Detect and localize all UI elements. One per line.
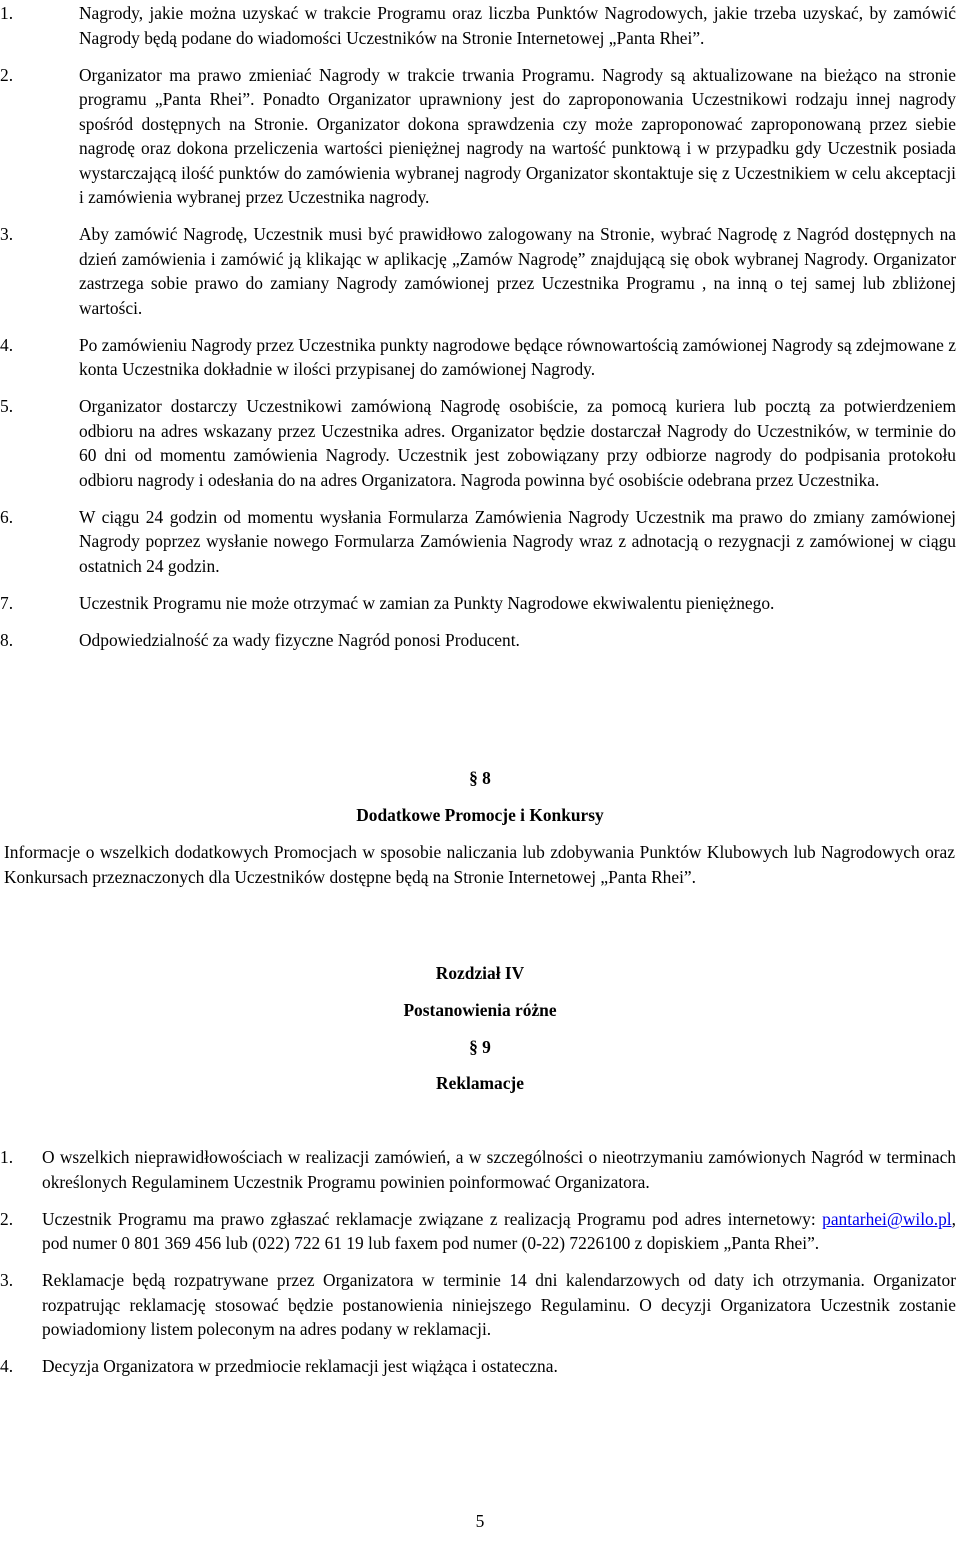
item-number: 2. bbox=[0, 64, 14, 85]
section-title: Reklamacje bbox=[436, 1073, 524, 1093]
chapter-subtitle: Postanowienia różne bbox=[403, 1000, 557, 1020]
complaints-list bbox=[0, 1145, 956, 1391]
list-item bbox=[0, 505, 956, 579]
item-text: Reklamacje będą rozpatrywane przez Organizatora w terminie 14 dni kalendarzowych od daty ich otrzymania. Organizator rozpatrując reklamację stosować będzie postanowienia niniejszego Regulaminu. O decyzji Organizatora Uczestnik zostanie powiadomiony listem poleconym na adres podany w reklamacji. bbox=[42, 1270, 956, 1339]
item-number: 8. bbox=[0, 629, 14, 650]
list-item bbox=[0, 394, 956, 492]
list-item bbox=[0, 591, 956, 616]
section-number: § 8 bbox=[469, 768, 491, 788]
list-item bbox=[0, 628, 956, 653]
item-text: Uczestnik Programu ma prawo zgłaszać reklamacje związane z realizacją Programu pod adres internetowy: bbox=[42, 1208, 816, 1229]
chapter-title: Rozdział IV bbox=[435, 963, 525, 983]
item-number: 3. bbox=[0, 1270, 14, 1290]
item-number: 1. bbox=[0, 1147, 14, 1167]
list-item bbox=[0, 1268, 956, 1342]
item-text: Organizator dostarczy Uczestnikowi zamówioną Nagrodę osobiście, za pomocą kuriera lub pocztą za potwierdzeniem odbioru na adres wskazany przez Uczestnika adres. Organizator będzie dostarczał Nagrody do Uczestników, w terminie do 60 dni od momentu zamówienia Nagrody. Uczestnik jest zobowiązany przy odbiorze nagrody do podpisania protokołu odbioru nagrody i odesłania do na adres Organizatora. Nagroda powinna być osobiście odebrana przez Uczestnika. bbox=[79, 396, 956, 490]
item-number: 3. bbox=[0, 224, 14, 244]
item-number: 2. bbox=[0, 1208, 14, 1229]
item-number: 5. bbox=[0, 396, 14, 416]
item-text: Aby zamówić Nagrodę, Uczestnik musi być prawidłowo zalogowany na Stronie, wybrać Nagrodę z Nagród dostępnych na dzień zamówienia i zamówić ją klikając w aplikację „Zamów Nagrodę” znajdującą się obok wybranej Nagrody. Organizator zastrzega sobie prawo do zamiany Nagrody zamówionej przez Uczestnika Programu , na inną o tej samej lub zbliżonej wartości. bbox=[79, 224, 956, 318]
list-item bbox=[0, 1207, 956, 1256]
item-text: Po zamówieniu Nagrody przez Uczestnika punkty nagrodowe będące równowartością zamówionej Nagrody są zdejmowane z konta Uczestnika dokładnie w ilości przypisanej do zamówionej Nagrody. bbox=[79, 334, 956, 379]
list-item bbox=[0, 1145, 956, 1194]
list-item bbox=[0, 63, 956, 210]
list-item bbox=[0, 1354, 956, 1379]
item-text: , pod numer 0 801 369 456 lub (022) 722 61 19 lub faxem pod numer (0-22) 7226100 z dopiskiem „Panta Rhei”. bbox=[42, 1208, 956, 1253]
item-number: 4. bbox=[0, 334, 14, 355]
item-text: Uczestnik Programu nie może otrzymać w zamian za Punkty Nagrodowe ekwiwalentu pieniężnego. bbox=[79, 592, 775, 613]
item-number: 6. bbox=[0, 506, 14, 527]
section-title: Dodatkowe Promocje i Konkursy bbox=[356, 805, 604, 825]
item-text: Nagrody, jakie można uzyskać w trakcie Programu oraz liczba Punktów Nagrodowych, jakie trzeba uzyskać, by zamówić Nagrody będą podane do wiadomości Uczestników na Stronie Internetowej „Panta Rhei”. bbox=[79, 3, 956, 48]
item-number: 1. bbox=[0, 3, 14, 23]
list-item bbox=[0, 222, 956, 320]
item-text: W ciągu 24 godzin od momentu wysłania Formularza Zamówienia Nagrody Uczestnik ma prawo do zmiany zamówionej Nagrody poprzez wysłanie nowego Formularza Zamówienia Nagrody wraz z adnotacją o rezygnacji z zamówionej w ciągu ostatnich 24 godzin. bbox=[79, 506, 956, 576]
email-link[interactable]: pantarhei@wilo.pl bbox=[822, 1208, 952, 1229]
page-number: 5 bbox=[475, 1511, 485, 1531]
prizes-list bbox=[0, 1, 956, 665]
item-number: 7. bbox=[0, 592, 14, 613]
item-text: Decyzja Organizatora w przedmiocie reklamacji jest wiążąca i ostateczna. bbox=[42, 1356, 558, 1376]
section-number: § 9 bbox=[469, 1037, 491, 1057]
item-text: Odpowiedzialność za wady fizyczne Nagród ponosi Producent. bbox=[79, 629, 520, 650]
section-paragraph: Informacje o wszelkich dodatkowych Promocjach w sposobie naliczania lub zdobywania Punktów Klubowych lub Nagrodowych oraz Konkursach przeznaczonych dla Uczestników dostępne będą na Stronie Internetowej „Panta Rhei”. bbox=[4, 842, 955, 887]
item-text: Organizator ma prawo zmieniać Nagrody w trakcie trwania Programu. Nagrody są aktualizowane na bieżąco na stronie programu „Panta Rhei”. Ponadto Organizator uprawniony jest do zaproponowania Uczestnikowi rodzaju innej nagrody spośród dostępnych na Stronie. Organizator dokona sprawdzenia czy może zaproponować zaproponowaną przez siebie nagrodę oraz dokona przeliczenia wartości pieniężnej nagrody na wartość punktową i w przypadku gdy Uczestnik posiada wystarczającą ilość punktów do zamówienia wybranej nagrody Organizator skontaktuje się z Uczestnikiem w celu akceptacji i zamówienia wybranej przez Uczestnika nagrody. bbox=[79, 64, 956, 207]
item-text: O wszelkich nieprawidłowościach w realizacji zamówień, a w szczególności o nieotrzymaniu zamówionych Nagród w terminach określonych Regulaminem Uczestnik Programu powinien poinformować Organizatora. bbox=[42, 1147, 956, 1192]
list-item bbox=[0, 333, 956, 382]
list-item bbox=[0, 1, 956, 50]
item-number: 4. bbox=[0, 1356, 14, 1376]
